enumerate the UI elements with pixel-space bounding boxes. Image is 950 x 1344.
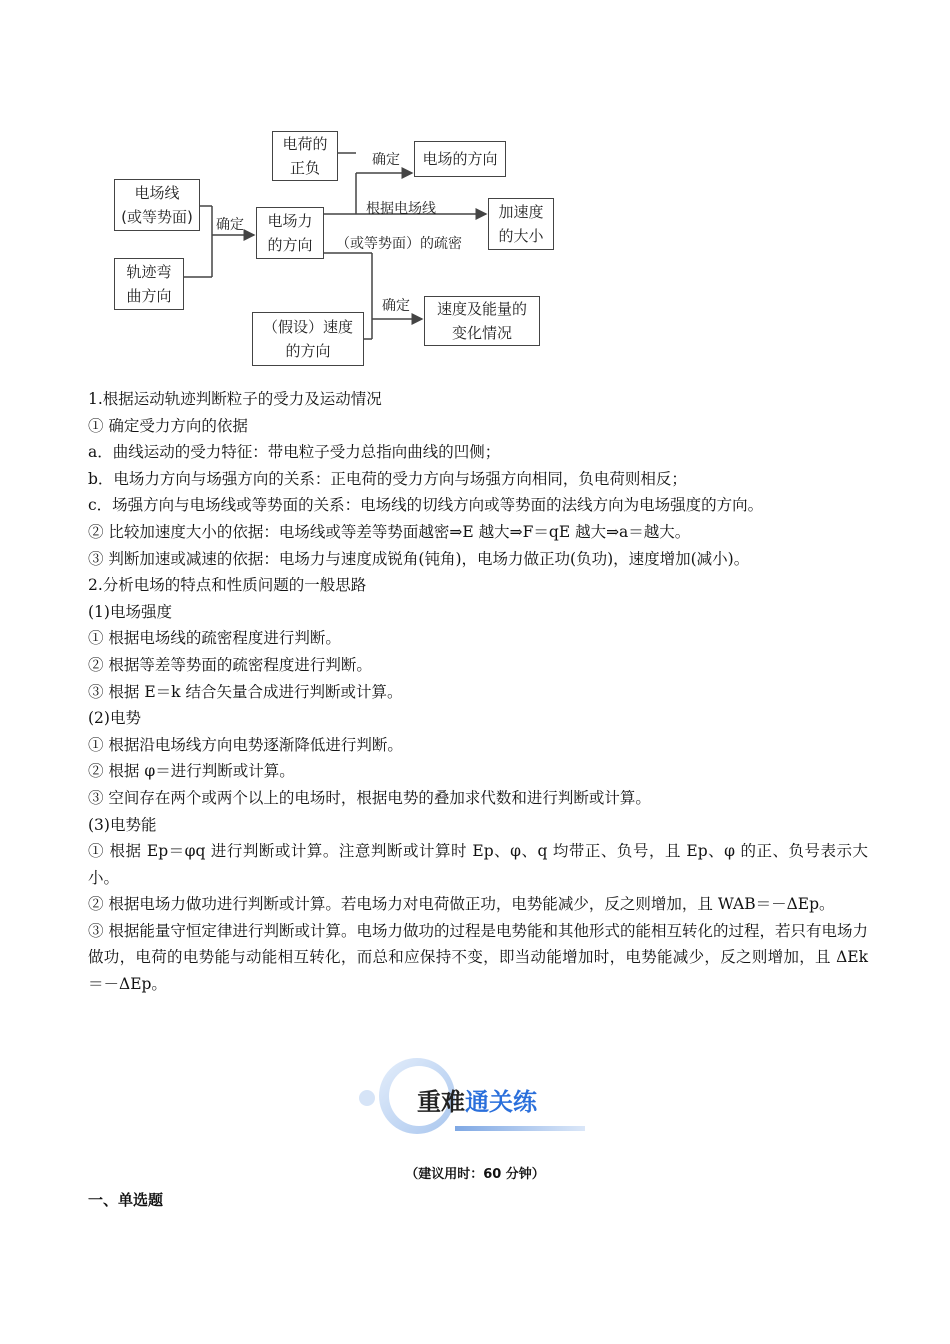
box-energy-change [424, 296, 540, 346]
box-energy-line2: 变化情况 [451, 324, 512, 342]
text-line: ① 根据电场线的疏密程度进行判断。 [88, 629, 341, 648]
text-line: ③ 空间存在两个或两个以上的电场时，根据电势的叠加求代数和进行判断或计算。 [88, 788, 651, 807]
section-heading: 一、单选题 [88, 1191, 164, 1209]
text-line: (2)电势 [88, 709, 141, 728]
label-confirm-bottom: 确定 [382, 298, 410, 314]
box-force-line2: 的方向 [267, 236, 313, 254]
text-line: (3)电势能 [88, 815, 157, 834]
box-charge-sign [272, 131, 338, 181]
box-trajectory-line2: 曲方向 [126, 287, 172, 305]
box-velocity [252, 312, 364, 366]
text-line: ③ 根据 E＝k 结合矢量合成进行判断或计算。 [88, 682, 403, 701]
text-paragraph: ② 根据电场力做功进行判断或计算。若电场力对电荷做正功，电势能减少，反之则增加，且 WAB＝－ΔEp。 [88, 895, 835, 914]
time-suggestion: （建议用时：60 分钟） [405, 1167, 545, 1182]
text-line: 2.分析电场的特点和性质问题的一般思路 [88, 576, 367, 595]
body-text [88, 386, 868, 998]
label-confirm-top: 确定 [372, 152, 400, 168]
label-according-field-line: 根据电场线 [366, 201, 436, 217]
banner-title-light: 通关练 [465, 1088, 537, 1116]
banner-title-dark: 重难 [417, 1088, 465, 1116]
box-field-direction-label: 电场的方向 [422, 150, 498, 168]
box-velocity-line2: 的方向 [285, 342, 331, 360]
box-trajectory [114, 258, 184, 310]
text-paragraph: ③ 根据能量守恒定律进行判断或计算。电场力做功的过程是电势能和其他形式的能相互转化的过程，若只有电场力做功，电荷的电势能与动能相互转化，而总和应保持不变，即当动能增加时，电势能减少，反之则增加，且 ΔEk＝－ΔEp。 [88, 921, 868, 994]
text-line: ① 确定受力方向的依据 [88, 416, 248, 435]
box-accel-line1: 加速度 [498, 203, 544, 221]
box-charge-line1: 电荷的 [282, 135, 328, 153]
box-field-line-line2: (或等势面) [121, 208, 193, 226]
text-line: ② 根据 φ＝进行判断或计算。 [88, 762, 295, 781]
box-field-direction [414, 141, 506, 177]
box-accel-line2: 的大小 [498, 227, 544, 245]
text-line: b．电场力方向与场强方向的关系：正电荷的受力方向与场强方向相同，负电荷则相反； [88, 469, 687, 488]
text-line: (1)电场强度 [88, 602, 172, 621]
flow-diagram [0, 0, 950, 380]
box-field-line [114, 179, 200, 231]
box-field-line-line1: 电场线 [134, 184, 180, 202]
box-charge-line2: 正负 [289, 159, 320, 177]
text-line: ③ 判断加速或减速的依据：电场力与速度成锐角(钝角)，电场力做正功(负功)，速度增加(减小)。 [88, 549, 750, 568]
banner-title [417, 1082, 537, 1117]
text-line: 1.根据运动轨迹判断粒子的受力及运动情况 [88, 390, 382, 408]
section-banner [355, 1050, 595, 1140]
box-trajectory-line1: 轨迹弯 [126, 263, 172, 281]
box-energy-line1: 速度及能量的 [436, 300, 527, 318]
text-line: c．场强方向与电场线或等势面的关系：电场线的切线方向或等势面的法线方向为电场强度的方向。 [88, 496, 764, 515]
label-confirm-left: 确定 [216, 217, 244, 233]
text-paragraph: ① 根据 Ep＝φq 进行判断或计算。注意判断或计算时 Ep、φ、q 均带正、负号，且 Ep、φ 的正、负号表示大小。 [88, 842, 868, 887]
box-force-direction [256, 207, 324, 259]
label-density: （或等势面）的疏密 [336, 236, 462, 252]
box-velocity-line1: （假设）速度 [262, 318, 353, 336]
box-force-line1: 电场力 [267, 212, 313, 230]
text-line: ① 根据沿电场线方向电势逐渐降低进行判断。 [88, 735, 403, 754]
text-line: ② 比较加速度大小的依据：电场线或等差等势面越密⇒E 越大⇒F＝qE 越大⇒a＝越大。 [88, 522, 691, 541]
text-line: a．曲线运动的受力特征：带电粒子受力总指向曲线的凹侧； [88, 443, 501, 462]
box-acceleration [488, 198, 554, 250]
text-line: ② 根据等差等势面的疏密程度进行判断。 [88, 655, 372, 674]
